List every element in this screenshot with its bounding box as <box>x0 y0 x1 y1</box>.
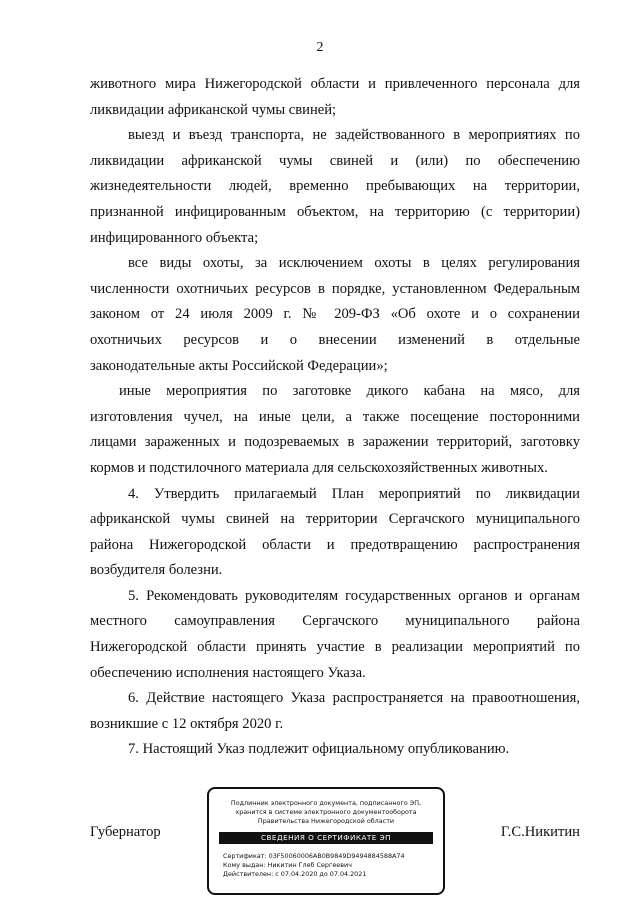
electronic-signature-stamp <box>207 787 445 895</box>
text-line: законом от 24 июля 2009 г. № 209-ФЗ «Об охоте и о сохранении <box>90 306 580 323</box>
document-body <box>90 72 580 763</box>
stamp-header-line: Правительства Нижегородской области <box>257 817 395 825</box>
page-number: 2 <box>316 40 324 55</box>
stamp-header-line: Подлинник электронного документа, подписанного ЭП, <box>230 799 422 807</box>
stamp-certificate: Сертификат: 03F50060006AB0B9849D9494884588A74 <box>223 852 405 860</box>
text-line: инфицированного объекта; <box>90 229 259 246</box>
stamp-header-line: хранится в системе электронного документооборота <box>235 808 417 816</box>
text-line: все виды охоты, за исключением охоты в целях регулирования <box>128 255 580 272</box>
text-line: 6. Действие настоящего Указа распространяется на правоотношения, <box>128 690 580 707</box>
text-line: лицами зараженных и подозреваемых в заражении территорий, заготовку <box>90 434 580 451</box>
text-line: численности охотничьих ресурсов в порядке, установленном Федеральным <box>90 280 580 297</box>
stamp-validity: Действителен: с 07.04.2020 до 07.04.2021 <box>223 869 367 878</box>
text-line: возникшие с 12 октября 2020 г. <box>90 715 284 732</box>
text-line: Нижегородской области принять участие в реализации мероприятий по <box>90 639 580 656</box>
stamp-details <box>223 852 443 878</box>
text-line: района Нижегородской области и предотвращению распространения <box>90 536 580 553</box>
text-line: обеспечению исполнения настоящего Указа. <box>90 664 366 681</box>
text-line: кормов и подстилочного материала для сельскохозяйственных животных. <box>90 459 548 476</box>
text-line: 5. Рекомендовать руководителям государственных органов и органам <box>128 587 580 604</box>
text-line: законодательные акты Российской Федерации»; <box>90 357 388 374</box>
text-line: возбудителя болезни. <box>90 562 223 579</box>
text-line: ликвидации африканской чумы свиней; <box>90 101 337 118</box>
signatory-title: Губернатор <box>90 824 161 840</box>
stamp-title-bar: СВЕДЕНИЯ О СЕРТИФИКАТЕ ЭП <box>219 832 433 844</box>
text-line: изготовления чучел, на иные цели, а также посещение посторонними <box>90 408 580 425</box>
text-line: ликвидации африканской чумы свиней и (или) по обеспечению <box>90 152 580 169</box>
text-line: местного самоуправления Сергачского муниципального района <box>90 613 580 630</box>
text-line: жизнедеятельности людей, временно пребывающих на территории, <box>90 178 580 195</box>
text-line: иные мероприятия по заготовке дикого кабана на мясо, для <box>119 383 580 400</box>
text-line: 7. Настоящий Указ подлежит официальному опубликованию. <box>128 741 510 758</box>
text-line: животного мира Нижегородской области и привлеченного персонала для <box>90 76 580 92</box>
stamp-header <box>209 799 443 826</box>
text-line: 4. Утвердить прилагаемый План мероприятий по ликвидации <box>128 485 580 502</box>
text-line: выезд и въезд транспорта, не задействованного в мероприятиях по <box>128 127 580 144</box>
text-line: признанной инфицированным объектом, на территорию (с территории) <box>90 203 580 220</box>
text-line: африканской чумы свиней на территории Сергачского муниципального <box>90 511 580 528</box>
text-line: охотничьих ресурсов и о внесении изменений в отдельные <box>90 331 580 348</box>
stamp-issued-to: Кому выдан: Никитин Глеб Сергеевич <box>223 860 352 869</box>
signatory-name: Г.С.Никитин <box>500 824 580 840</box>
